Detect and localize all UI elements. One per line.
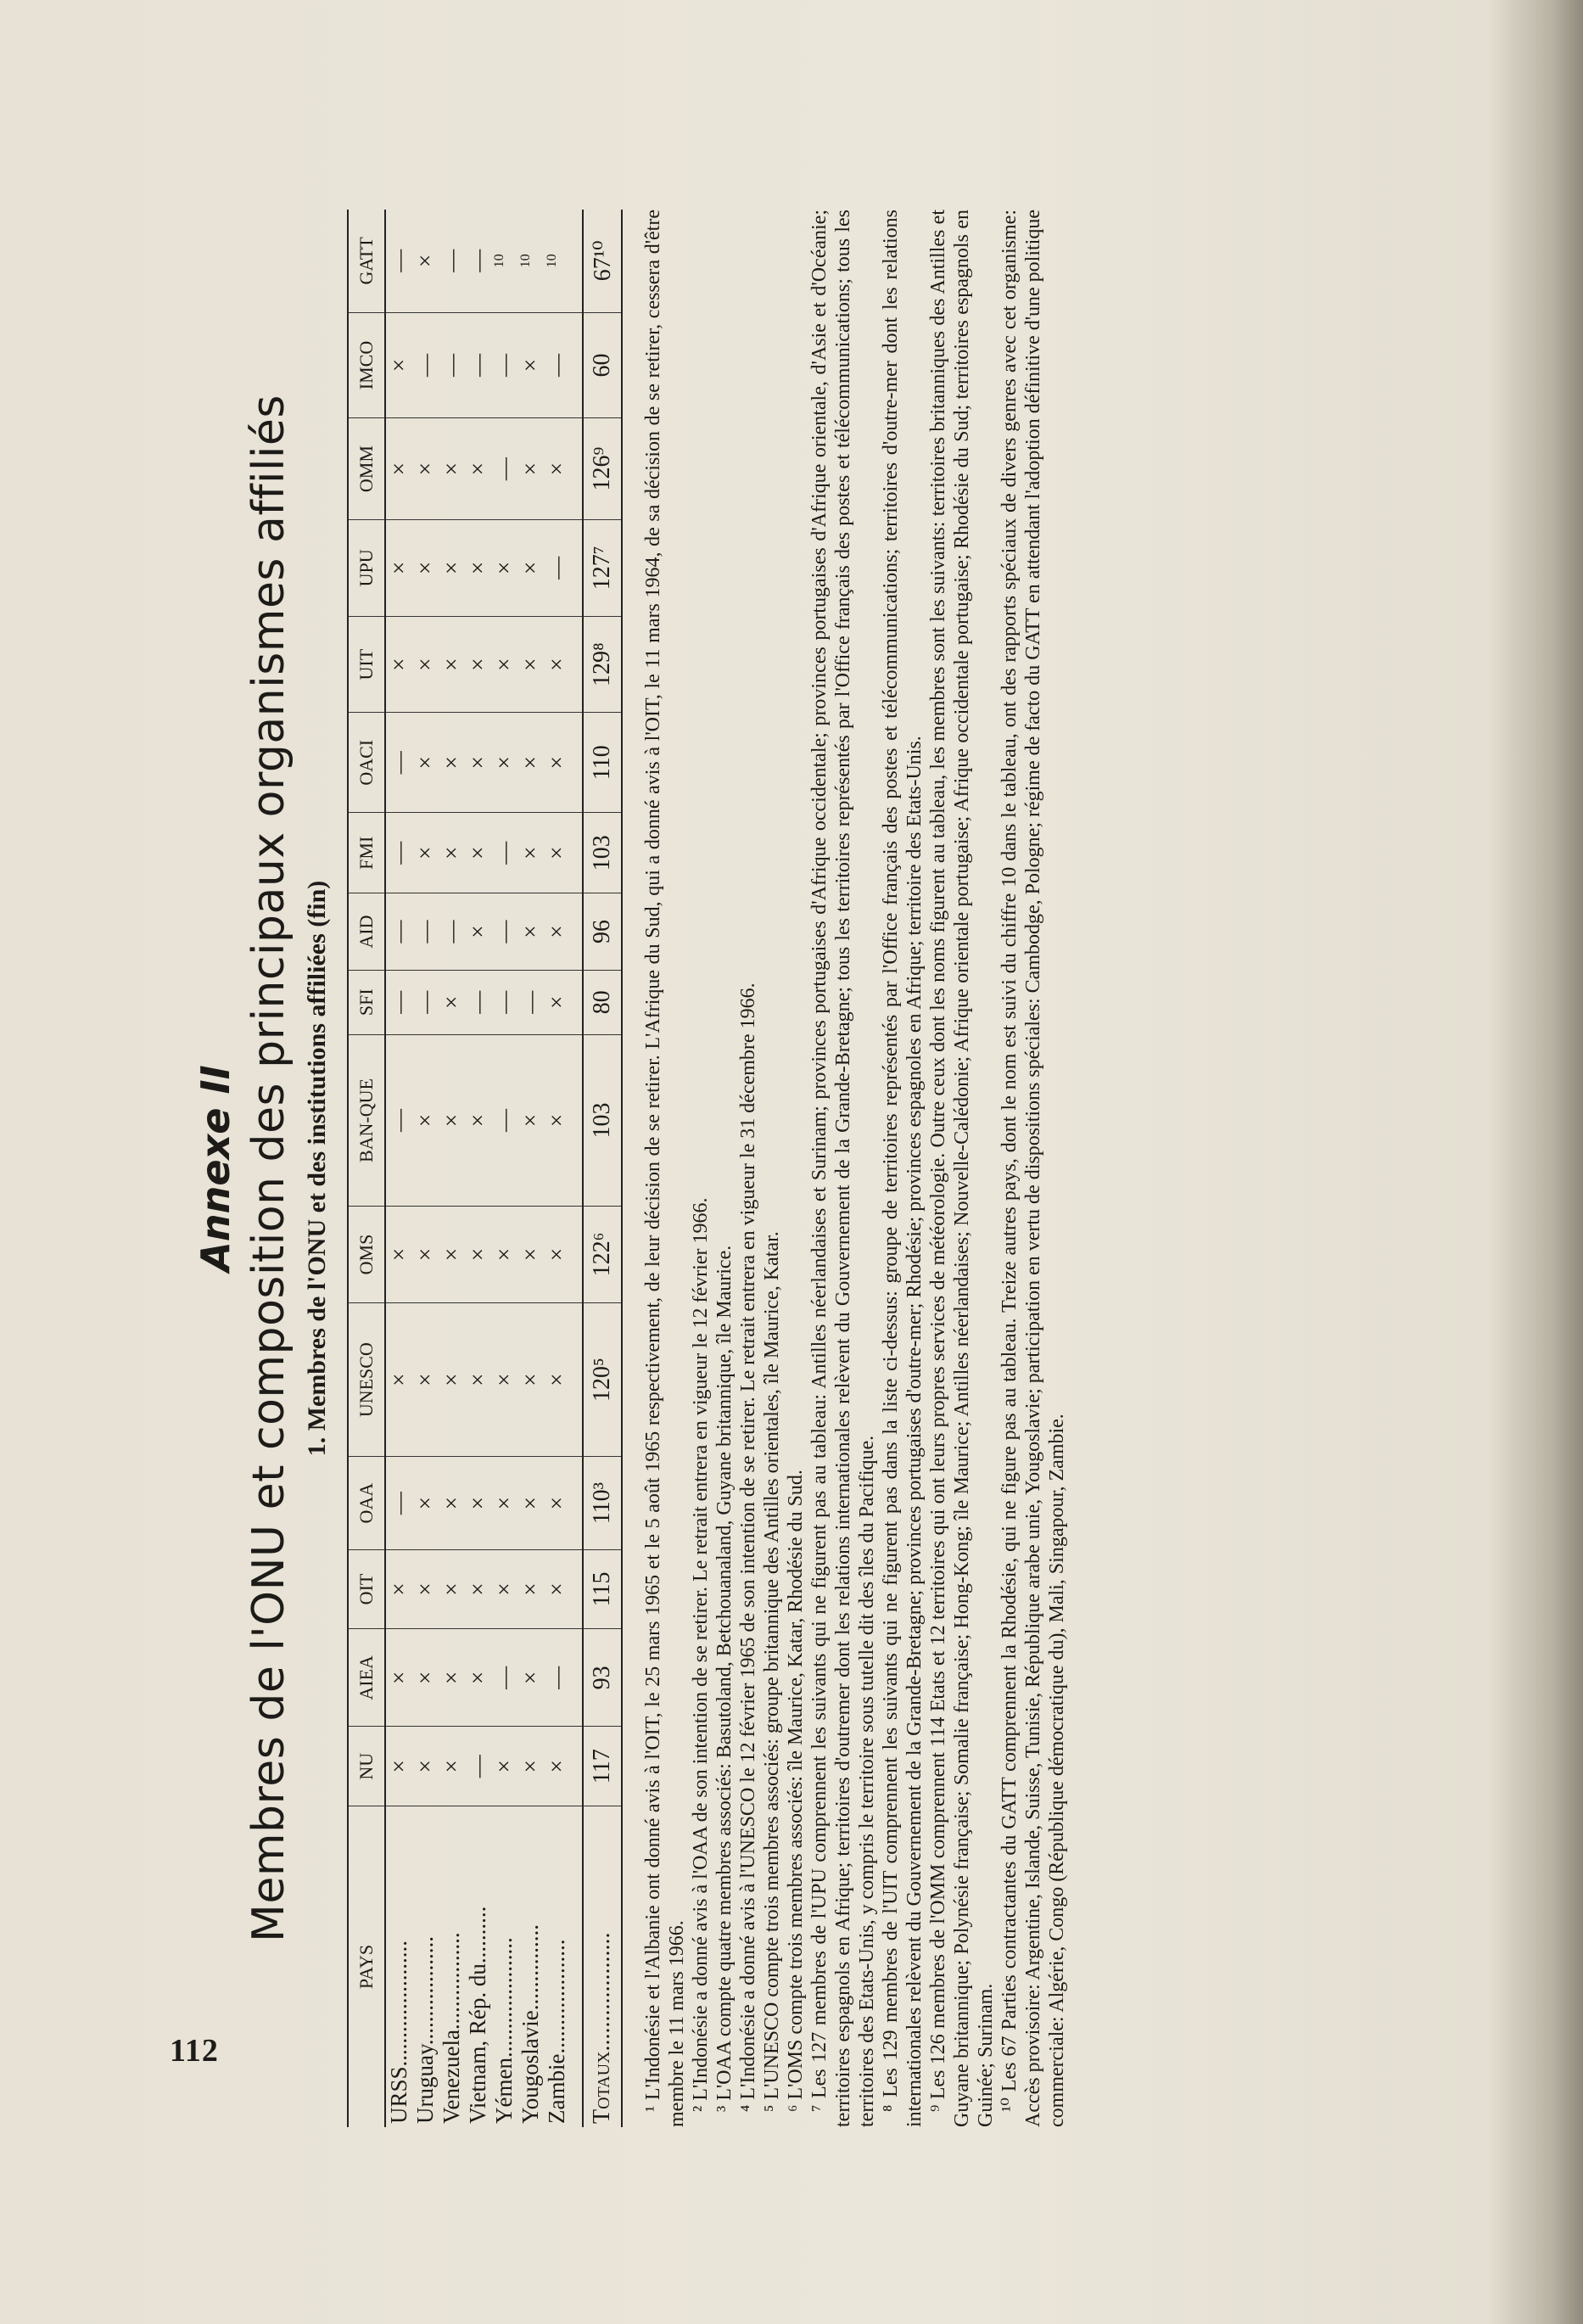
- membership-cell: ×: [439, 1302, 465, 1457]
- total-cell: 60: [583, 312, 622, 417]
- membership-cell: ×: [439, 1207, 465, 1303]
- table-row: [491, 210, 517, 2127]
- membership-cell: ×: [385, 1207, 412, 1303]
- country-cell: Yougoslavie...............: [517, 1924, 543, 2124]
- footnote: ⁶ L'OMS compte trois membres associés: île Maurice, Katar, Rhodésie du Sud.: [785, 1470, 807, 2112]
- membership-cell: ×: [465, 713, 491, 813]
- column-header: OIT: [348, 1549, 385, 1629]
- total-cell: 110: [583, 713, 622, 813]
- membership-cell: ×: [412, 520, 439, 617]
- membership-cell: ×: [517, 312, 544, 417]
- membership-cell: ×: [465, 893, 491, 970]
- totals-label: Totaux....................: [583, 1806, 622, 2128]
- membership-cell: ×: [544, 1549, 570, 1629]
- total-cell: 67¹⁰: [583, 210, 622, 312]
- page-title: Membres de l'ONU et composition des principaux organismes affiliés: [243, 395, 294, 1942]
- footnote: ³ L'OAA compte quatre membres associés: Basutoland, Betchouanaland, Guyane britannique, île Maurice.: [713, 1245, 736, 2112]
- membership-cell: ×: [517, 1727, 544, 1806]
- membership-cell: ×: [385, 1629, 412, 1727]
- membership-cell: ×: [439, 1457, 465, 1549]
- footnote: ⁴ L'Indonésie a donné avis à l'UNESCO le 12 février 1965 de son intention de se retirer. Le retrait entrera en vigueur le 31 décembre 1966.: [737, 983, 759, 2112]
- membership-cell: ×: [517, 813, 544, 893]
- membership-cell: ×: [517, 520, 544, 617]
- membership-cell: ×: [491, 1302, 517, 1457]
- membership-cell: ×: [465, 1549, 491, 1629]
- table-row: [544, 210, 570, 2127]
- total-cell: 120⁵: [583, 1302, 622, 1457]
- membership-cell: ×: [465, 1034, 491, 1206]
- membership-cell: —: [491, 418, 517, 520]
- membership-cell: —: [412, 970, 439, 1034]
- table-row: [517, 210, 544, 2127]
- membership-cell: —: [544, 312, 570, 417]
- table-body: [385, 210, 622, 2127]
- rotated-landscape-content: [176, 150, 1499, 2187]
- membership-cell: —: [412, 312, 439, 417]
- membership-cell: ×: [517, 1207, 544, 1303]
- column-header: UNESCO: [348, 1302, 385, 1457]
- membership-cell: ×: [544, 616, 570, 713]
- total-cell: 126⁹: [583, 418, 622, 520]
- membership-cell: —: [517, 970, 544, 1034]
- membership-cell: ×: [439, 616, 465, 713]
- column-header: GATT: [348, 210, 385, 312]
- column-header: OAA: [348, 1457, 385, 1549]
- membership-cell: ×: [439, 813, 465, 893]
- membership-cell: ×: [517, 1629, 544, 1727]
- membership-cell: —: [439, 210, 465, 312]
- membership-cell: —: [385, 813, 412, 893]
- membership-cell: ×: [412, 1034, 439, 1206]
- total-cell: 103: [583, 1034, 622, 1206]
- membership-cell: —: [544, 520, 570, 617]
- membership-cell: ×: [517, 1034, 544, 1206]
- membership-cell: ×: [385, 1302, 412, 1457]
- total-cell: 117: [583, 1727, 622, 1806]
- country-cell: Venezuela.................: [439, 1932, 464, 2124]
- membership-cell: ×: [412, 210, 439, 312]
- membership-cell: ×: [439, 520, 465, 617]
- footnote: ⁷ Les 127 membres de l'UPU comprennent les suivants qui ne figurent pas au tableau: Antilles néerlandaises et Surinam; provinces portugaises d'Afrique occidentale; provinces portugaises d'Afrique orientale, d'Asie et d'Océanie; territoires espagnols en Afrique; territoires d'outremer dont les relations internationales relèvent du Gouvernement de la Grande-Bretagne; tous les territoires représentés par l'Office français des postes et télécommunications; tous les territoires des Etats-Unis, y compris le territoire sous tutelle dit des îles du Pacifique.: [808, 210, 878, 2127]
- membership-cell: ×: [517, 616, 544, 713]
- membership-cell: —: [385, 1034, 412, 1206]
- membership-cell: ×: [412, 418, 439, 520]
- membership-cell: ×: [439, 1034, 465, 1206]
- membership-cell: ×: [439, 1727, 465, 1806]
- total-cell: 127⁷: [583, 520, 622, 617]
- column-header: AIEA: [348, 1629, 385, 1727]
- membership-cell: ×: [385, 312, 412, 417]
- membership-cell: ×: [544, 1207, 570, 1303]
- membership-cell: ×: [465, 520, 491, 617]
- membership-table: [347, 210, 623, 2127]
- column-header: AID: [348, 893, 385, 970]
- membership-cell: ×: [491, 616, 517, 713]
- membership-cell: —: [465, 1727, 491, 1806]
- membership-cell: ×: [385, 616, 412, 713]
- membership-cell: ×: [491, 1207, 517, 1303]
- membership-cell: —: [491, 893, 517, 970]
- column-header: OACI: [348, 713, 385, 813]
- total-cell: 93: [583, 1629, 622, 1727]
- column-header: OMM: [348, 418, 385, 520]
- table-row: [412, 210, 439, 2127]
- country-cell: Yémen.....................: [491, 1937, 517, 2124]
- membership-cell: ×: [385, 418, 412, 520]
- total-cell: 80: [583, 970, 622, 1034]
- membership-cell: ×: [412, 1207, 439, 1303]
- footnote: ⁸ Les 129 membres de l'UIT comprennent les suivants qui ne figurent pas dans la liste ci-dessus: groupe de territoires représentés par l'Office français des postes et télécommunications; territoires d'outre-mer dont les relations internationales relèvent du Gouvernement de la Grande-Bretagne; provinces portugaises d'outre-mer; Rhodésie; provinces espagnoles en Afrique; territoire des Etats-Unis.: [880, 210, 926, 2127]
- column-header: FMI: [348, 813, 385, 893]
- annex-heading: Annexe II: [193, 1065, 238, 1272]
- total-cell: 110³: [583, 1457, 622, 1549]
- membership-cell: ×: [544, 1034, 570, 1206]
- table-row: [439, 210, 465, 2127]
- membership-cell: ×: [544, 893, 570, 970]
- membership-cell: ×: [517, 1457, 544, 1549]
- membership-cell: —: [465, 970, 491, 1034]
- country-cell: URSS......................: [386, 1940, 411, 2124]
- column-header: UPU: [348, 520, 385, 617]
- membership-cell: ×: [465, 1302, 491, 1457]
- membership-cell: —: [385, 1457, 412, 1549]
- membership-cell: ×: [544, 813, 570, 893]
- column-header: NU: [348, 1727, 385, 1806]
- table-header-row: [348, 210, 385, 2127]
- total-cell: 103: [583, 813, 622, 893]
- membership-cell: ×: [439, 970, 465, 1034]
- column-header: PAYS: [348, 1806, 385, 2128]
- membership-cell: ×: [412, 616, 439, 713]
- membership-cell: ×: [385, 1727, 412, 1806]
- membership-cell: —: [439, 312, 465, 417]
- membership-cell: ×: [412, 1549, 439, 1629]
- footnote: ¹ L'Indonésie et l'Albanie ont donné avis à l'OIT, le 25 mars 1965 et le 5 août 1965 respectivement, de leur décision de se retirer. L'Afrique du Sud, qui a donné avis à l'OIT, le 11 mars 1964, de sa décision de se retirer, cessera d'être membre le 11 mars 1966.: [642, 210, 688, 2127]
- table-row: [465, 210, 491, 2127]
- spacer-row: [570, 210, 583, 2127]
- column-header: UIT: [348, 616, 385, 713]
- membership-cell: ×: [544, 418, 570, 520]
- membership-cell: —: [385, 210, 412, 312]
- membership-cell: ×: [491, 1457, 517, 1549]
- total-cell: 122⁶: [583, 1207, 622, 1303]
- membership-cell: ×: [517, 418, 544, 520]
- membership-cell: ×: [465, 616, 491, 713]
- country-cell: Vietnam, Rép. du..........: [465, 1906, 490, 2124]
- membership-cell: ×: [544, 1727, 570, 1806]
- membership-cell: ×: [412, 813, 439, 893]
- membership-cell: —: [491, 1629, 517, 1727]
- total-cell: 96: [583, 893, 622, 970]
- membership-cell: ×: [491, 1727, 517, 1806]
- membership-cell: ×: [517, 713, 544, 813]
- footnote: ⁵ L'UNESCO compte trois membres associés: groupe britannique des Antilles orientales, île Maurice, Katar.: [761, 1231, 783, 2112]
- footnote: ⁹ Les 126 membres de l'OMM comprennent 114 Etats et 12 territoires qui ont leurs propres services de météorologie. Outre ceux dont les noms figurent au tableau, les membres sont les suivants: territoires britanniques des Antilles et Guyane britannique; Polynésie française; Somalie française; Hong-Kong; île Maurice; Antilles néerlandaises; Nouvelle-Calédonie; Afrique orientale portugaise; Afrique occidentale portugaise; Rhodésie du Sud; territoires espagnols en Guinée; Surinam.: [927, 210, 997, 2127]
- membership-cell: ×: [439, 418, 465, 520]
- membership-cell: ×: [412, 1727, 439, 1806]
- membership-cell: —: [491, 813, 517, 893]
- membership-cell: ×: [439, 713, 465, 813]
- membership-cell: ×: [412, 1302, 439, 1457]
- membership-cell: —: [491, 970, 517, 1034]
- membership-cell: ×: [544, 1302, 570, 1457]
- column-header: BAN-QUE: [348, 1034, 385, 1206]
- membership-cell: ×: [491, 1549, 517, 1629]
- membership-cell: —: [491, 312, 517, 417]
- table-subtitle: 1. Membres de l'ONU et des institutions affiliées (fin): [303, 880, 331, 1457]
- membership-cell: ×: [465, 1457, 491, 1549]
- footnote: ¹⁰ Les 67 Parties contractantes du GATT comprennent la Rhodésie, qui ne figure pas au tableau. Treize autres pays, dont le nom est suivi du chiffre 10 dans le tableau, ont des rapports spéciaux de divers genres avec cet organisme: Accès provisoire: Argentine, Islande, Suisse, Tunisie, République arabe unie, Yougoslavie; participation en vertu de dispositions spéciales: Cambodge, Pologne; régime de facto du GATT en attendant l'adoption définitive d'une politique commerciale: Algérie, Congo (République démocratique du), Mali, Singapour, Zambie.: [998, 210, 1068, 2127]
- membership-cell: ×: [412, 1457, 439, 1549]
- membership-cell: ×: [491, 520, 517, 617]
- membership-cell: —: [544, 1629, 570, 1727]
- membership-cell: ×: [544, 1457, 570, 1549]
- column-header: SFI: [348, 970, 385, 1034]
- country-cell: Zambie....................: [544, 1939, 569, 2124]
- membership-cell: —: [439, 893, 465, 970]
- membership-cell: —: [465, 210, 491, 312]
- membership-cell: ×: [517, 893, 544, 970]
- membership-cell: —: [385, 713, 412, 813]
- membership-cell: ×: [544, 970, 570, 1034]
- membership-cell: ×: [385, 520, 412, 617]
- membership-cell: —: [412, 893, 439, 970]
- column-header: IMCO: [348, 312, 385, 417]
- membership-cell: —: [385, 970, 412, 1034]
- membership-cell: ×: [517, 1302, 544, 1457]
- table-row: [385, 210, 412, 2127]
- membership-cell: ×: [439, 1629, 465, 1727]
- membership-cell: ×: [544, 713, 570, 813]
- footnote: ² L'Indonésie a donné avis à l'OAA de son intention de se retirer. Le retrait entrera en vigueur le 12 février 1966.: [690, 1197, 712, 2112]
- membership-cell: ×: [412, 713, 439, 813]
- membership-cell: ×: [412, 1629, 439, 1727]
- membership-cell: ×: [491, 713, 517, 813]
- total-cell: 115: [583, 1549, 622, 1629]
- membership-cell: ×: [385, 1549, 412, 1629]
- membership-cell: 10: [491, 210, 517, 312]
- membership-cell: —: [491, 1034, 517, 1206]
- column-header: OMS: [348, 1207, 385, 1303]
- membership-cell: ×: [465, 1629, 491, 1727]
- membership-cell: ×: [465, 418, 491, 520]
- membership-cell: ×: [465, 1207, 491, 1303]
- membership-cell: 10: [517, 210, 544, 312]
- membership-cell: 10: [544, 210, 570, 312]
- membership-cell: ×: [465, 813, 491, 893]
- country-cell: Uruguay...................: [412, 1936, 438, 2124]
- totals-row: [583, 210, 622, 2127]
- membership-cell: —: [465, 312, 491, 417]
- membership-cell: ×: [439, 1549, 465, 1629]
- membership-cell: —: [385, 893, 412, 970]
- total-cell: 129⁸: [583, 616, 622, 713]
- page-number: 112: [170, 2033, 219, 2069]
- membership-cell: ×: [517, 1549, 544, 1629]
- footnotes: [641, 210, 1069, 2127]
